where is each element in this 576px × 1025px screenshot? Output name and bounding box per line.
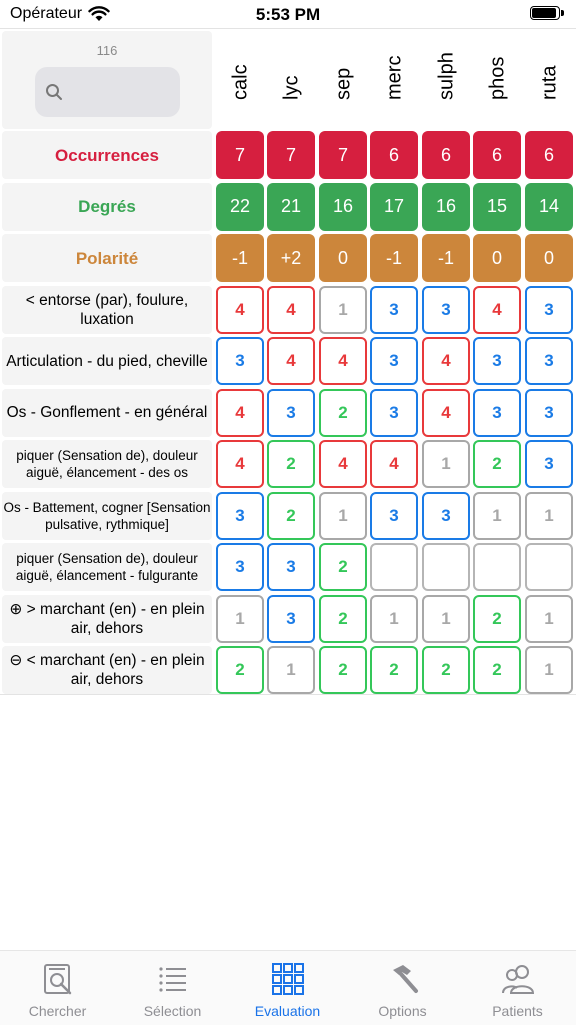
grade-cell[interactable]: 3 [525, 337, 573, 385]
grade-cell[interactable]: 3 [267, 595, 315, 643]
carrier-label: Opérateur [10, 5, 83, 22]
grade-cell[interactable]: 3 [370, 492, 418, 540]
column-header[interactable] [370, 31, 419, 129]
rubric-label[interactable]: ⊖ < marchant (en) - en plein air, dehors [2, 646, 212, 694]
grade-cell[interactable]: 4 [216, 440, 264, 488]
repertory-grid [0, 28, 576, 695]
grade-cell[interactable]: 2 [370, 646, 418, 694]
rubric-label[interactable]: Articulation - du pied, cheville [2, 337, 212, 385]
grade-cell[interactable]: 1 [319, 492, 367, 540]
grade-cell[interactable]: 3 [267, 543, 315, 591]
rubric-label[interactable]: Os - Gonflement - en général [2, 389, 212, 437]
stat-cell[interactable]: 15 [473, 183, 521, 231]
stat-label-polarite: Polarité [2, 234, 212, 282]
tab-options[interactable] [345, 961, 460, 1019]
grade-cell[interactable]: 1 [525, 595, 573, 643]
column-header[interactable] [422, 31, 471, 129]
stat-cell[interactable]: -1 [370, 234, 418, 282]
column-header[interactable] [319, 31, 368, 129]
grade-cell[interactable]: 1 [267, 646, 315, 694]
grade-cell[interactable] [525, 543, 573, 591]
grade-cell[interactable]: 1 [422, 595, 470, 643]
column-header-label: calc [229, 64, 251, 100]
grade-cell[interactable] [422, 543, 470, 591]
hammer-icon [385, 961, 421, 997]
stat-cell[interactable]: 22 [216, 183, 264, 231]
grid-icon [270, 961, 306, 997]
grade-cell[interactable]: 4 [422, 389, 470, 437]
grade-cell[interactable]: 4 [267, 337, 315, 385]
grade-cell[interactable]: 2 [319, 646, 367, 694]
grade-cell[interactable]: 3 [370, 389, 418, 437]
grade-cell[interactable]: 4 [370, 440, 418, 488]
tab-patients-label: Patients [492, 1003, 543, 1019]
stat-cell[interactable]: 0 [319, 234, 367, 282]
stat-cell[interactable]: -1 [422, 234, 470, 282]
rubric-label[interactable]: ⊕ > marchant (en) - en plein air, dehors [2, 595, 212, 643]
tab-selection-label: Sélection [143, 1003, 202, 1019]
rubric-label[interactable]: < entorse (par), foulure, luxation [2, 286, 212, 334]
rubric-label[interactable]: piquer (Sensation de), douleur aiguë, élancement - des os [2, 440, 212, 488]
rubric-label[interactable]: piquer (Sensation de), douleur aiguë, élancement - fulgurante [2, 543, 212, 591]
tab-bar [0, 950, 576, 1025]
stat-cell[interactable]: +2 [267, 234, 315, 282]
grade-cell[interactable]: 4 [422, 337, 470, 385]
grade-cell[interactable]: 4 [216, 286, 264, 334]
tab-selection[interactable] [115, 961, 230, 1019]
column-header-label: ruta [538, 65, 560, 100]
column-header-label: sulph [435, 52, 457, 100]
grade-cell[interactable]: 3 [370, 337, 418, 385]
column-header-label: phos [486, 56, 508, 100]
grade-cell[interactable]: 2 [473, 440, 521, 488]
grade-cell[interactable]: 2 [216, 646, 264, 694]
column-header-label: sep [332, 67, 354, 100]
tab-evaluation[interactable] [230, 961, 345, 1019]
tab-options-label: Options [378, 1003, 427, 1019]
stat-cell[interactable]: 6 [525, 131, 573, 179]
grade-cell[interactable]: 4 [319, 440, 367, 488]
grade-cell[interactable]: 2 [319, 595, 367, 643]
grade-cell[interactable]: 3 [422, 492, 470, 540]
grade-cell[interactable]: 3 [370, 286, 418, 334]
stat-cell[interactable]: 16 [422, 183, 470, 231]
tab-chercher[interactable] [0, 961, 115, 1019]
tab-chercher-label: Chercher [28, 1003, 87, 1019]
rubric-label[interactable]: Os - Battement, cogner [Sensation pulsative, rythmique] [2, 492, 212, 540]
stat-cell[interactable]: 0 [473, 234, 521, 282]
grade-cell[interactable]: 2 [319, 389, 367, 437]
grade-cell[interactable]: 3 [216, 543, 264, 591]
search-input[interactable] [35, 67, 180, 117]
grade-cell[interactable]: 3 [525, 286, 573, 334]
grade-cell[interactable]: 2 [267, 492, 315, 540]
stat-cell[interactable]: 14 [525, 183, 573, 231]
grade-cell[interactable] [370, 543, 418, 591]
grade-cell[interactable]: 4 [267, 286, 315, 334]
column-header[interactable] [216, 31, 265, 129]
grade-cell[interactable]: 3 [525, 440, 573, 488]
stat-label-degres: Degrés [2, 183, 212, 231]
grade-cell[interactable]: 2 [267, 440, 315, 488]
stat-cell[interactable]: 6 [473, 131, 521, 179]
grade-cell[interactable]: 1 [216, 595, 264, 643]
column-header[interactable] [267, 31, 316, 129]
stat-cell[interactable]: 7 [267, 131, 315, 179]
grade-cell[interactable]: 3 [473, 337, 521, 385]
column-header-label: merc [383, 55, 405, 100]
tab-evaluation-label: Evaluation [254, 1003, 321, 1019]
grade-cell[interactable]: 1 [525, 646, 573, 694]
people-icon [500, 961, 536, 997]
stat-cell[interactable]: 21 [267, 183, 315, 231]
list-icon [155, 961, 191, 997]
column-header-label: lyc [280, 75, 302, 100]
stat-cell[interactable]: 7 [216, 131, 264, 179]
stat-label-occurrences: Occurrences [2, 131, 212, 179]
grade-cell[interactable]: 1 [473, 492, 521, 540]
stat-cell[interactable]: 6 [370, 131, 418, 179]
tab-patients[interactable] [460, 961, 575, 1019]
grade-cell[interactable]: 2 [422, 646, 470, 694]
stat-cell[interactable]: 0 [525, 234, 573, 282]
grade-cell[interactable]: 1 [525, 492, 573, 540]
book-search-icon [40, 961, 76, 997]
grade-cell[interactable]: 3 [267, 389, 315, 437]
grade-cell[interactable]: 4 [473, 286, 521, 334]
grade-cell[interactable]: 3 [216, 337, 264, 385]
column-header[interactable] [473, 31, 522, 129]
clock: 5:53 PM [255, 5, 321, 24]
search-icon [45, 83, 63, 101]
grade-cell[interactable] [473, 543, 521, 591]
grade-cell[interactable]: 2 [319, 543, 367, 591]
stat-cell[interactable]: 17 [370, 183, 418, 231]
grade-cell[interactable]: 1 [319, 286, 367, 334]
status-bar [0, 0, 576, 30]
grade-cell[interactable]: 1 [422, 440, 470, 488]
grade-cell[interactable]: 3 [525, 389, 573, 437]
rubric-count: 116 [96, 43, 118, 58]
grade-cell[interactable]: 1 [370, 595, 418, 643]
stat-cell[interactable]: -1 [216, 234, 264, 282]
grade-cell[interactable]: 4 [216, 389, 264, 437]
grade-cell[interactable]: 2 [473, 595, 521, 643]
battery-icon [530, 6, 566, 22]
column-header[interactable] [525, 31, 574, 129]
stat-cell[interactable]: 6 [422, 131, 470, 179]
stat-cell[interactable]: 16 [319, 183, 367, 231]
stat-cell[interactable]: 7 [319, 131, 367, 179]
grade-cell[interactable]: 2 [473, 646, 521, 694]
grade-cell[interactable]: 4 [319, 337, 367, 385]
grade-cell[interactable]: 3 [473, 389, 521, 437]
corner-panel [2, 31, 212, 129]
grade-cell[interactable]: 3 [216, 492, 264, 540]
grade-cell[interactable]: 3 [422, 286, 470, 334]
